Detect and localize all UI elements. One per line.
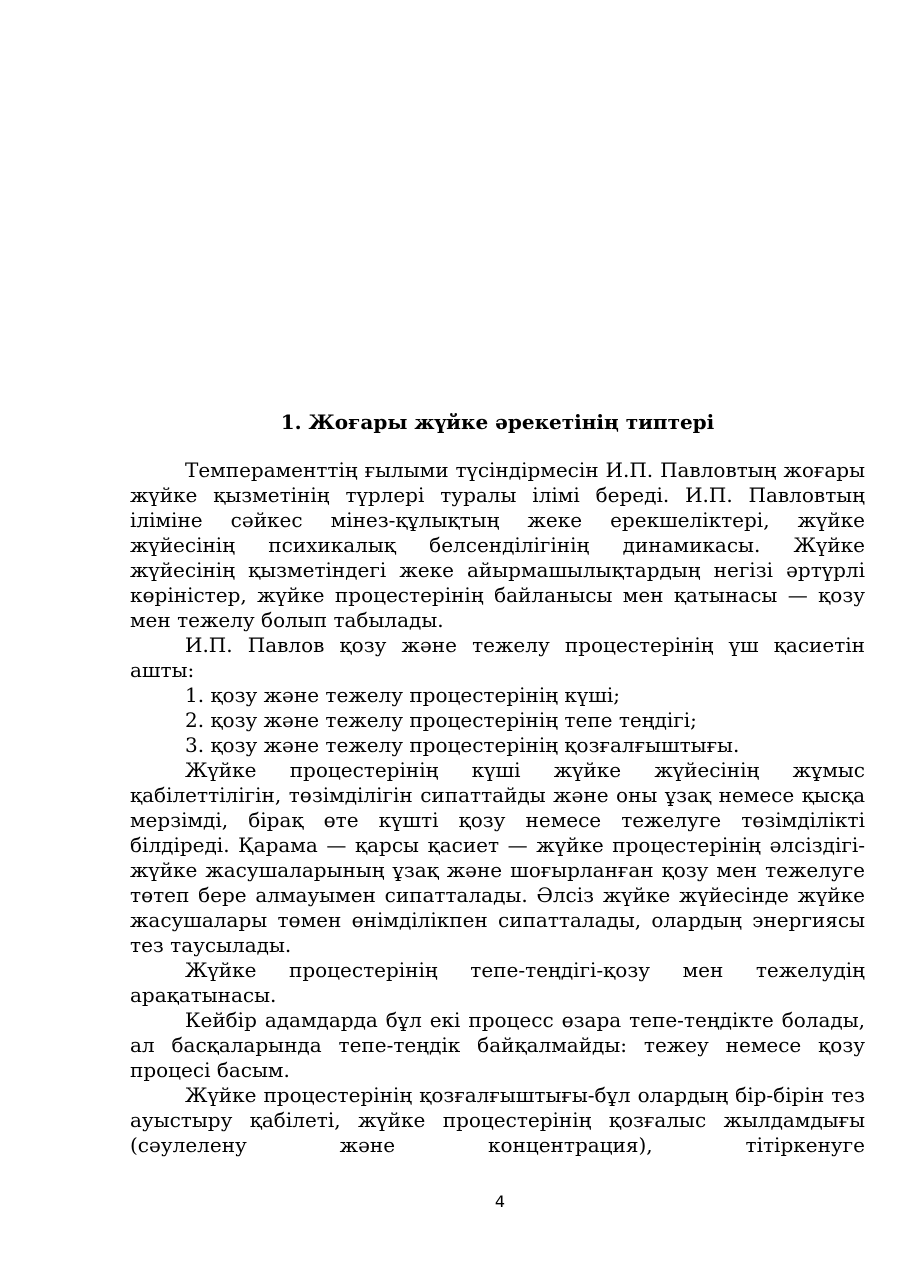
paragraph: Жүйке процестерінің күші жүйке жүйесінің жұмыс қабілеттілігін, төзімділігін сипаттайды және оны ұзақ немесе қысқа мерзімді, бірақ өте күшті қозу немесе тежелуге төзімділікті білдіреді. Қарама — қарсы қасиет — жүйке процестерінің әлсіздігі-жүйке жасушаларының ұзақ және шоғырланған қозу мен тежелуге төтеп бере алмауымен сипатталады. Әлсіз жүйке жүйесінде жүйке жасушалары төмен өнімділікпен сипатталады, олардың энергиясы тез таусылады. bbox=[130, 758, 865, 957]
paragraph: Темпераменттің ғылыми түсіндірмесін И.П. Павловтың жоғары жүйке қызметінің түрлері туралы ілімі береді. И.П. Павловтың іліміне сәйкес мінез-құлықтың жеке ерекшеліктері, жүйке жүйесінің психикалық белсенділігінің динамикасы. Жүйке жүйесінің қызметіндегі жеке айырмашылықтардың негізі әртүрлі көріністер, жүйке процестерінің байланысы мен қатынасы — қозу мен тежелу болып табылады. bbox=[130, 458, 865, 632]
page-number: 4 bbox=[494, 1192, 506, 1211]
paragraph: И.П. Павлов қозу және тежелу процестерінің үш қасиетін ашты: bbox=[130, 633, 865, 682]
paragraph: Кейбір адамдарда бұл екі процесс өзара тепе-теңдікте болады, ал басқаларында тепе-теңдік байқалмайды: тежеу немесе қозу процесі басым. bbox=[130, 1008, 865, 1082]
list-item: 1. қозу және тежелу процестерінің күші; bbox=[185, 683, 620, 707]
body-text bbox=[130, 458, 865, 1158]
paragraph: Жүйке процестерінің қозғалғыштығы-бұл олардың бір-бірін тез ауыстыру қабілеті, жүйке процестерінің қозғалыс жылдамдығы (сәулелену және концентрация), тітіркенуге bbox=[130, 1083, 865, 1157]
list-item: 2. қозу және тежелу процестерінің тепе теңдігі; bbox=[185, 708, 697, 732]
paragraph: Жүйке процестерінің тепе-теңдігі-қозу мен тежелудің арақатынасы. bbox=[130, 958, 865, 1007]
section-heading: 1. Жоғары жүйке әрекетінің типтері bbox=[280, 410, 715, 434]
list-item: 3. қозу және тежелу процестерінің қозғалғыштығы. bbox=[185, 733, 740, 757]
